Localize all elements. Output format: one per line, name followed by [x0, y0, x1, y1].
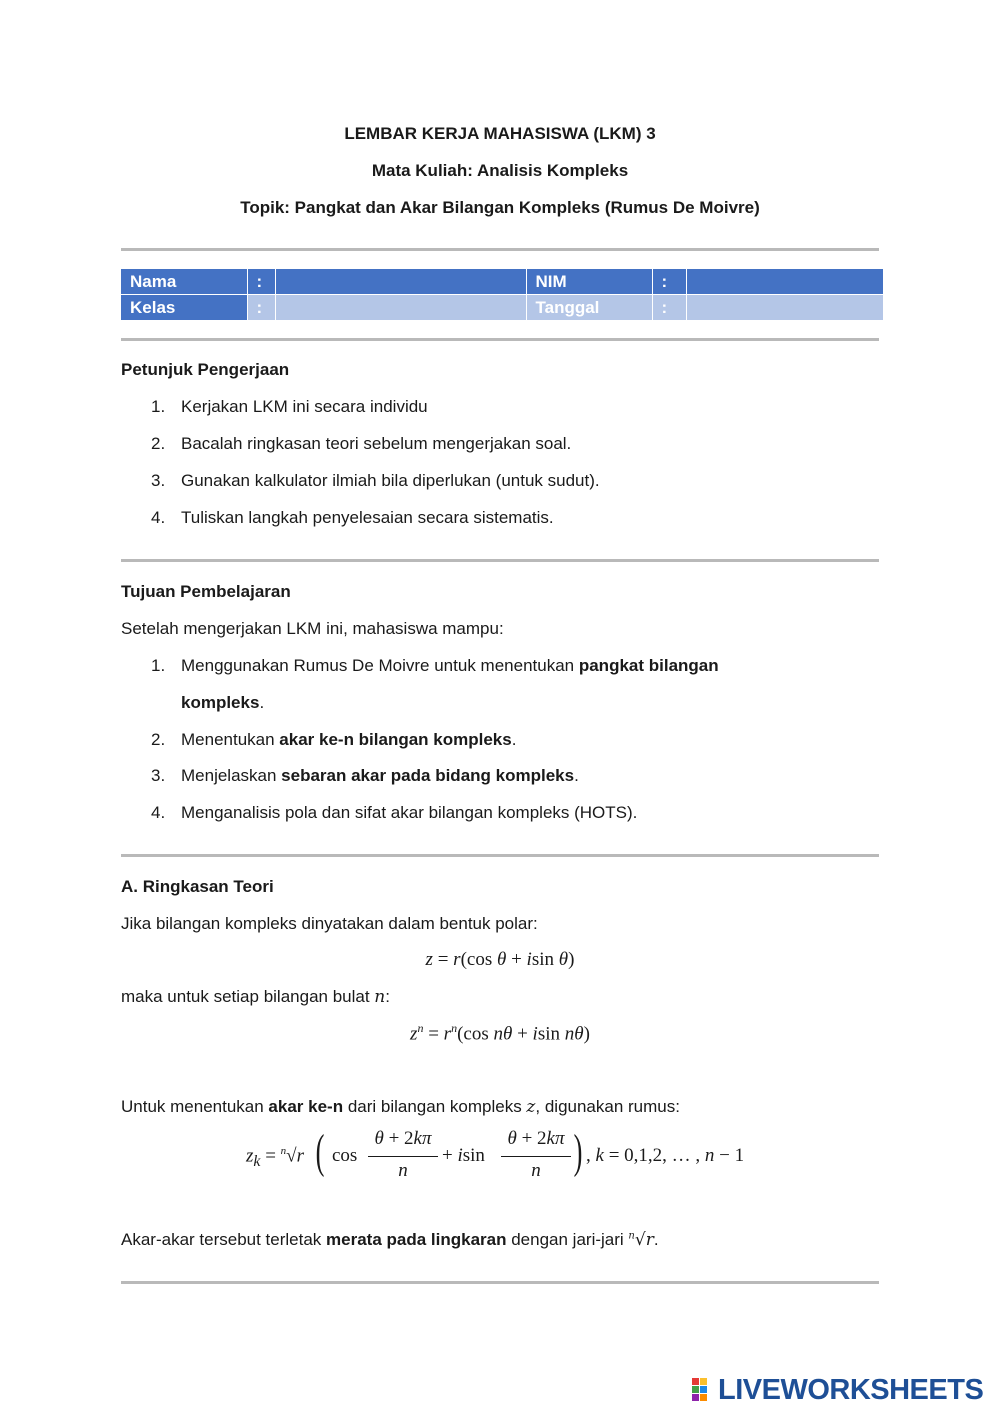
text-plain: Untuk menentukan — [121, 1097, 269, 1116]
list-text-bold: pangkat bilangan — [578, 656, 719, 675]
kelas-field[interactable] — [275, 295, 526, 321]
teori-paragraph — [121, 1230, 659, 1250]
list-text — [181, 766, 579, 786]
list-text-bold: akar ke-n bilangan kompleks — [279, 730, 512, 749]
list-number: 2. — [151, 730, 166, 749]
list-text — [181, 656, 719, 676]
list-text-plain: . — [259, 693, 265, 712]
tanggal-label: Tanggal — [526, 295, 652, 321]
divider — [121, 854, 879, 857]
list-text: Bacalah ringkasan teori sebelum mengerjakan soal. — [181, 434, 572, 453]
petunjuk-heading: Petunjuk Pengerjaan — [121, 360, 290, 379]
list-text-plain: Menentukan — [181, 730, 280, 749]
list-text-plain: Menggunakan Rumus De Moivre untuk menentukan — [181, 656, 579, 675]
teori-paragraph — [121, 987, 390, 1007]
tujuan-heading: Tujuan Pembelajaran — [121, 582, 291, 601]
divider — [121, 248, 879, 251]
divider — [121, 559, 879, 562]
text-plain: maka untuk setiap bilangan bulat — [121, 987, 375, 1006]
logo-icon — [692, 1378, 716, 1408]
divider — [121, 1281, 879, 1284]
topic-name: Topik: Pangkat dan Akar Bilangan Kompleks (Rumus De Moivre) — [240, 198, 760, 217]
list-text: Tuliskan langkah penyelesaian secara sistematis. — [181, 508, 554, 527]
text-plain: . — [653, 1230, 659, 1249]
list-text — [181, 730, 516, 750]
nama-label: Nama — [121, 269, 247, 295]
text-bold: merata pada lingkaran — [326, 1230, 507, 1249]
text-plain: , digunakan rumus: — [535, 1097, 680, 1116]
tanggal-field[interactable] — [686, 295, 883, 321]
nim-field[interactable] — [686, 269, 883, 295]
text-plain: : — [385, 987, 390, 1006]
text-plain: dari bilangan kompleks — [343, 1097, 527, 1116]
list-text-bold: kompleks — [181, 693, 260, 712]
worksheet-page: LEMBAR KERJA MAHASISWA (LKM) 3 Mata Kuliah: Analisis Kompleks Topik: Pangkat dan Akar Bilangan Kompleks (Rumus De Moivre) Nama : NIM : Kelas : Tanggal : Petunjuk Pengerjaan 1. Kerjakan LKM ini secara individu 2. Bacalah ringkasan teori sebelum mengerjakan soal. 3. Gunakan kalkulator ilmiah bila diperlukan (untuk sudut). 4. Tuliskan langkah penyelesaian secara sistematis. Tujuan Pembelajaran Setelah mengerjakan LKM ini, mahasiswa mampu: 1. Menggunakan Rumus De Moivre untuk menentukan pangkat bilangan kompleks. 2. Menentukan akar ke-n bilangan kompleks. 3. Menjelaskan sebaran akar pada bidang kompleks. 4. Menganalisis pola dan sifat akar bilangan kompleks (HOTS). A. Ringkasan Teori Jika bilangan kompleks dinyatakan dalam bentuk polar: z = r(cos θ + isin θ) maka untuk setiap bilangan bulat n: $z^n = r^n(\cos$ nθ + isin nθ) Untuk menentukan akar ke-n dari bilangan kompleks z, digunakan rumus: $z_k = ^n√r$ ( cos θ + 2kπ n + isin θ + 2kπ n ) , k = 0,1,2, … , n − 1 Akar-akar tersebut terletak merata pada lingkaran dengan jari-jari $^n$√r. LIVEWORKSHEETS — [0, 0, 1000, 1414]
list-text-plain: . — [511, 730, 517, 749]
list-number: 1. — [151, 656, 166, 675]
list-text: Gunakan kalkulator ilmiah bila diperlukan (untuk sudut). — [181, 471, 600, 490]
tanggal-colon: : — [652, 295, 686, 321]
math-variable: n — [374, 987, 386, 1007]
list-number: 2. — [151, 434, 166, 453]
worksheet-title: LEMBAR KERJA MAHASISWA (LKM) 3 — [344, 124, 656, 143]
nama-colon: : — [247, 269, 275, 295]
teori-paragraph: Jika bilangan kompleks dinyatakan dalam bentuk polar: — [121, 914, 538, 933]
logo-text: LIVEWORKSHEETS — [718, 1374, 984, 1406]
de-moivre-equation: $z^n = r^n(\cos$ nθ + isin nθ) — [410, 1021, 590, 1045]
list-text-bold: sebaran akar pada bidang kompleks — [281, 766, 575, 785]
list-text-plain: . — [574, 766, 579, 785]
nth-root-symbol: $^n$√r — [628, 1230, 654, 1250]
divider — [121, 338, 879, 341]
polar-form-equation: z = r(cos θ + isin θ) — [425, 949, 575, 970]
text-bold: akar ke-n — [268, 1097, 344, 1116]
list-text: Menganalisis pola dan sifat akar bilangan kompleks (HOTS). — [181, 803, 638, 822]
nim-label: NIM — [526, 269, 652, 295]
teori-heading: A. Ringkasan Teori — [121, 877, 274, 896]
list-number: 1. — [151, 397, 166, 416]
nim-colon: : — [652, 269, 686, 295]
course-name: Mata Kuliah: Analisis Kompleks — [371, 161, 629, 180]
tujuan-intro: Setelah mengerjakan LKM ini, mahasiswa mampu: — [121, 619, 504, 638]
nama-field[interactable] — [275, 269, 526, 295]
kelas-colon: : — [247, 295, 275, 321]
list-number: 3. — [151, 471, 166, 490]
kelas-label: Kelas — [121, 295, 247, 321]
text-plain: dengan jari-jari — [506, 1230, 629, 1249]
list-number: 4. — [151, 803, 166, 822]
list-text-plain: Menjelaskan — [181, 766, 282, 785]
list-text — [181, 693, 264, 713]
list-text: Kerjakan LKM ini secara individu — [181, 397, 428, 416]
student-info-table — [121, 269, 884, 320]
teori-paragraph — [121, 1097, 680, 1117]
list-number: 3. — [151, 766, 166, 785]
text-plain: Akar-akar tersebut terletak — [121, 1230, 327, 1249]
math-variable: z — [526, 1097, 536, 1117]
list-number: 4. — [151, 508, 166, 527]
